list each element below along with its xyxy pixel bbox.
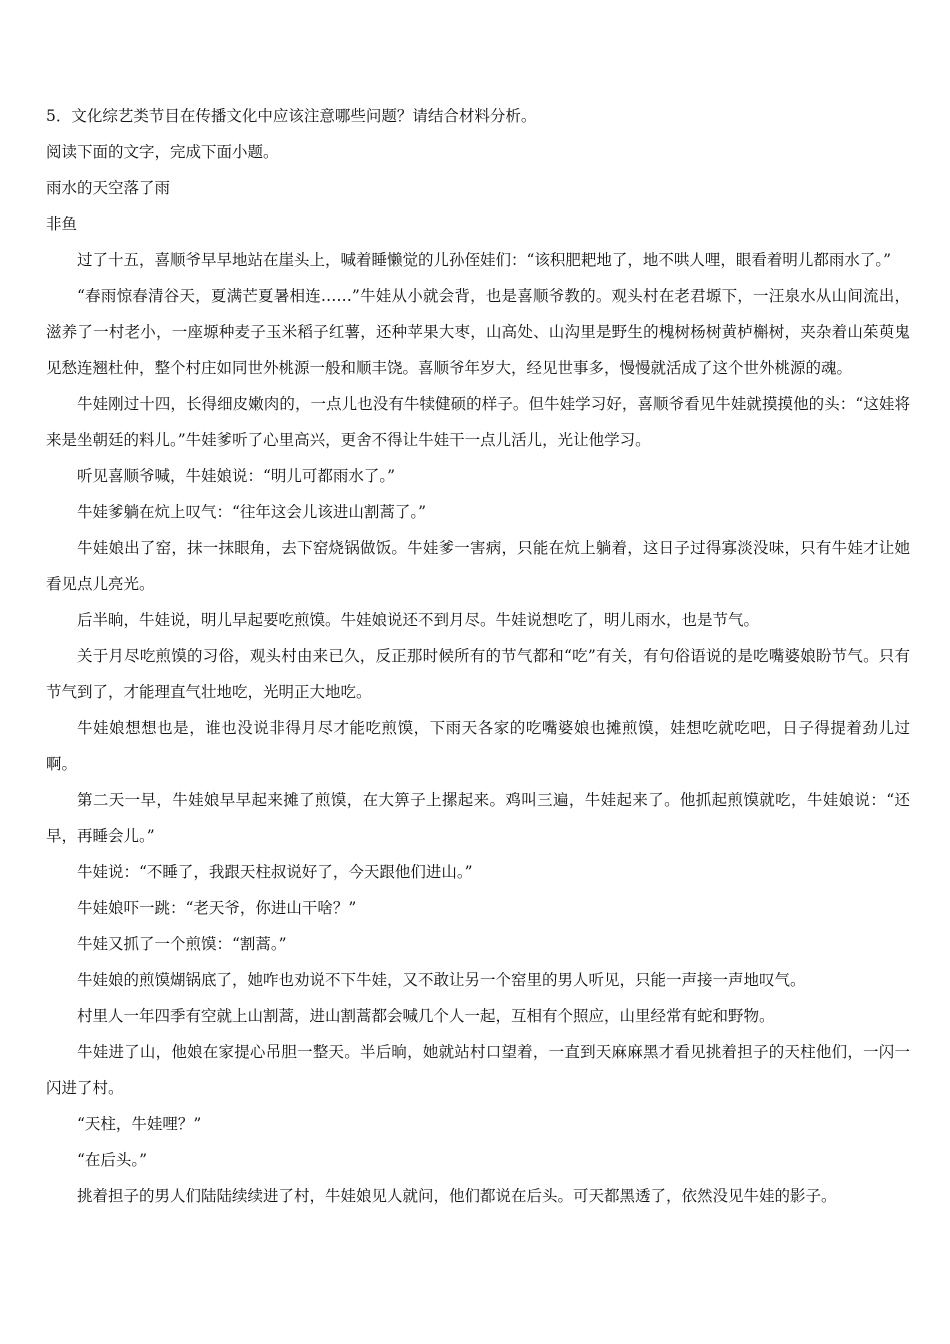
story-paragraph: 牛娃娘的煎馍煳锅底了，她咋也劝说不下牛娃，又不敢让另一个窑里的男人听见，只能一声接一声地叹气。	[77, 971, 806, 989]
reading-instruction: 阅读下面的文字，完成下面小题。	[46, 143, 279, 161]
story-paragraph: 第二天一早，牛娃娘早早起来摊了煎馍，在大箅子上摞起来。鸡叫三遍，牛娃起来了。他抓起煎馍就吃，牛娃娘说：“还早，再睡会儿。”	[46, 791, 910, 845]
story-paragraph: 听见喜顺爷喊，牛娃娘说：“明儿可都雨水了。”	[77, 467, 396, 485]
story-author: 非鱼	[46, 215, 78, 233]
story-paragraph: 村里人一年四季有空就上山割蒿，进山割蒿都会喊几个人一起，互相有个照应，山里经常有蛇和野物。	[77, 1007, 775, 1025]
story-paragraph: 牛娃娘吓一跳：“老天爷，你进山干啥？”	[77, 899, 357, 917]
story-paragraph: 后半晌，牛娃说，明儿早起要吃煎馍。牛娃娘说还不到月尽。牛娃说想吃了，明儿雨水，也是节气。	[77, 611, 760, 629]
story-paragraph: 牛娃又抓了一个煎馍：“割蒿。”	[77, 935, 287, 953]
story-paragraph: 牛娃娘想想也是，谁也没说非得月尽才能吃煎馍，下雨天各家的吃嘴婆娘也摊煎馍，娃想吃就吃吧，日子得提着劲儿过啊。	[46, 719, 910, 773]
story-paragraph: 牛娃进了山，他娘在家提心吊胆一整天。半后晌，她就站村口望着，一直到天麻麻黑才看见挑着担子的天柱他们，一闪一闪进了村。	[46, 1043, 910, 1097]
question-5: 5．文化综艺类节目在传播文化中应该注意哪些问题？请结合材料分析。	[46, 107, 537, 125]
story-paragraph: 牛娃刚过十四，长得细皮嫩肉的，一点儿也没有牛犊健硕的样子。但牛娃学习好，喜顺爷看见牛娃就摸摸他的头：“这娃将来是坐朝廷的料儿。”牛娃爹听了心里高兴，更舍不得让牛娃干一点儿活儿，光让他学习。	[46, 395, 910, 449]
story-title: 雨水的天空落了雨	[46, 179, 171, 197]
story-paragraph: 牛娃娘出了窑，抹一抹眼角，去下窑烧锅做饭。牛娃爹一害病，只能在炕上躺着，这日子过得寡淡没味，只有牛娃才让她看见点儿亮光。	[46, 539, 910, 593]
story-paragraph: “天柱，牛娃哩？”	[77, 1115, 202, 1133]
story-paragraph: 过了十五，喜顺爷早早地站在崖头上，喊着睡懒觉的儿孙侄娃们：“该积肥耙地了，地不哄人哩，眼看着明儿都雨水了。”	[77, 251, 892, 269]
story-paragraph: “在后头。”	[77, 1151, 148, 1169]
story-paragraph: 关于月尽吃煎馍的习俗，观头村由来已久，反正那时候所有的节气都和“吃”有关，有句俗语说的是吃嘴婆娘盼节气。只有节气到了，才能理直气壮地吃，光明正大地吃。	[46, 647, 910, 701]
story-paragraph: 挑着担子的男人们陆陆续续进了村，牛娃娘见人就问，他们都说在后头。可天都黑透了，依然没见牛娃的影子。	[77, 1187, 837, 1205]
story-paragraph: 牛娃爹躺在炕上叹气：“往年这会儿该进山割蒿了。”	[77, 503, 427, 521]
story-paragraph: “春雨惊春清谷天，夏满芒夏暑相连……”牛娃从小就会背，也是喜顺爷教的。观头村在老君塬下，一汪泉水从山间流出，滋养了一村老小，一座塬种麦子玉米稻子红薯，还种苹果大枣，山高处、山沟里是野生的槐树杨树黄栌槲树，夹杂着山茱萸鬼见愁连翘杜仲，整个村庄如同世外桃源一般和顺丰饶。喜顺爷年岁大，经见世事多，慢慢就活成了这个世外桃源的魂。	[46, 287, 910, 377]
story-paragraph: 牛娃说：“不睡了，我跟天柱叔说好了，今天跟他们进山。”	[77, 863, 473, 881]
